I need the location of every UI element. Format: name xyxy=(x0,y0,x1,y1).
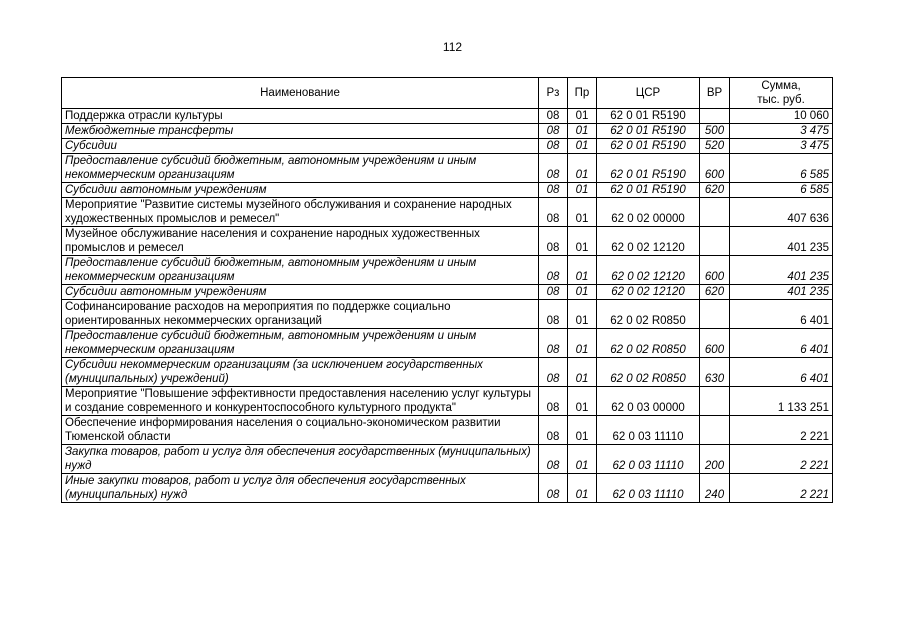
cell-name: Музейное обслуживание населения и сохранение народных художественных промыслов и ремесел xyxy=(62,227,539,256)
cell-name: Обеспечение информирования населения о социально-экономическом развитии Тюменской области xyxy=(62,416,539,445)
cell-sum: 6 401 xyxy=(730,300,833,329)
cell-csr: 62 0 02 R0850 xyxy=(597,329,700,358)
cell-rz: 08 xyxy=(539,387,568,416)
cell-pr: 01 xyxy=(568,285,597,300)
cell-rz: 08 xyxy=(539,227,568,256)
header-csr: ЦСР xyxy=(597,78,700,109)
cell-name: Субсидии автономным учреждениям xyxy=(62,285,539,300)
cell-csr: 62 0 02 R0850 xyxy=(597,358,700,387)
cell-csr: 62 0 02 12120 xyxy=(597,256,700,285)
cell-name: Субсидии некоммерческим организациям (за исключением государственных (муниципальных) учреждений) xyxy=(62,358,539,387)
cell-vr xyxy=(700,300,730,329)
cell-csr: 62 0 03 11110 xyxy=(597,474,700,503)
cell-name: Мероприятие "Повышение эффективности предоставления населению услуг культуры и создание современного и конкурентоспособного культурного продукта" xyxy=(62,387,539,416)
cell-pr: 01 xyxy=(568,445,597,474)
cell-vr: 620 xyxy=(700,183,730,198)
cell-rz: 08 xyxy=(539,445,568,474)
table-row xyxy=(62,474,833,503)
cell-pr: 01 xyxy=(568,474,597,503)
header-pr: Пр xyxy=(568,78,597,109)
cell-name: Софинансирование расходов на мероприятия по поддержке социально ориентированных некоммерческих организаций xyxy=(62,300,539,329)
cell-rz: 08 xyxy=(539,285,568,300)
cell-csr: 62 0 02 00000 xyxy=(597,198,700,227)
cell-vr xyxy=(700,198,730,227)
cell-sum: 401 235 xyxy=(730,256,833,285)
header-sum xyxy=(730,78,833,109)
cell-pr: 01 xyxy=(568,416,597,445)
table-row xyxy=(62,227,833,256)
cell-pr: 01 xyxy=(568,227,597,256)
cell-sum: 6 585 xyxy=(730,154,833,183)
header-rz: Рз xyxy=(539,78,568,109)
cell-sum: 6 585 xyxy=(730,183,833,198)
cell-sum: 3 475 xyxy=(730,139,833,154)
table-row xyxy=(62,198,833,227)
cell-csr: 62 0 02 R0850 xyxy=(597,300,700,329)
cell-name: Субсидии автономным учреждениям xyxy=(62,183,539,198)
cell-name: Межбюджетные трансферты xyxy=(62,124,539,139)
cell-sum: 6 401 xyxy=(730,358,833,387)
cell-sum: 10 060 xyxy=(730,109,833,124)
cell-rz: 08 xyxy=(539,139,568,154)
cell-pr: 01 xyxy=(568,329,597,358)
cell-pr: 01 xyxy=(568,300,597,329)
cell-csr: 62 0 03 11110 xyxy=(597,416,700,445)
table-row xyxy=(62,285,833,300)
cell-vr: 620 xyxy=(700,285,730,300)
cell-rz: 08 xyxy=(539,198,568,227)
cell-pr: 01 xyxy=(568,387,597,416)
header-sum-line2: тыс. руб. xyxy=(757,94,805,106)
cell-csr: 62 0 01 R5190 xyxy=(597,124,700,139)
table-row xyxy=(62,256,833,285)
cell-rz: 08 xyxy=(539,124,568,139)
header-sum-line1: Сумма, xyxy=(761,80,801,92)
header-vr: ВР xyxy=(700,78,730,109)
table-row xyxy=(62,329,833,358)
cell-csr: 62 0 02 12120 xyxy=(597,227,700,256)
cell-vr: 240 xyxy=(700,474,730,503)
cell-sum: 2 221 xyxy=(730,474,833,503)
cell-vr xyxy=(700,227,730,256)
cell-rz: 08 xyxy=(539,109,568,124)
cell-sum: 401 235 xyxy=(730,227,833,256)
cell-vr: 520 xyxy=(700,139,730,154)
cell-pr: 01 xyxy=(568,183,597,198)
cell-pr: 01 xyxy=(568,139,597,154)
header-name: Наименование xyxy=(62,78,539,109)
cell-pr: 01 xyxy=(568,154,597,183)
cell-sum: 2 221 xyxy=(730,445,833,474)
cell-rz: 08 xyxy=(539,416,568,445)
cell-vr: 600 xyxy=(700,256,730,285)
cell-sum: 1 133 251 xyxy=(730,387,833,416)
table-row xyxy=(62,300,833,329)
cell-vr xyxy=(700,416,730,445)
page-number: 112 xyxy=(442,40,463,54)
cell-pr: 01 xyxy=(568,198,597,227)
cell-rz: 08 xyxy=(539,329,568,358)
cell-name: Иные закупки товаров, работ и услуг для обеспечения государственных (муниципальных) нужд xyxy=(62,474,539,503)
cell-pr: 01 xyxy=(568,256,597,285)
cell-sum: 407 636 xyxy=(730,198,833,227)
cell-sum: 401 235 xyxy=(730,285,833,300)
cell-csr: 62 0 03 00000 xyxy=(597,387,700,416)
cell-pr: 01 xyxy=(568,109,597,124)
cell-vr: 600 xyxy=(700,329,730,358)
cell-csr: 62 0 01 R5190 xyxy=(597,139,700,154)
cell-name: Поддержка отрасли культуры xyxy=(62,109,539,124)
cell-csr: 62 0 03 11110 xyxy=(597,445,700,474)
cell-name: Предоставление субсидий бюджетным, автономным учреждениям и иным некоммерческим организациям xyxy=(62,329,539,358)
budget-table xyxy=(61,77,833,503)
cell-name: Предоставление субсидий бюджетным, автономным учреждениям и иным некоммерческим организациям xyxy=(62,154,539,183)
table-row xyxy=(62,109,833,124)
table-row xyxy=(62,416,833,445)
cell-csr: 62 0 01 R5190 xyxy=(597,109,700,124)
cell-pr: 01 xyxy=(568,358,597,387)
cell-name: Мероприятие "Развитие системы музейного обслуживания и сохранение народных художественных промыслов и ремесел" xyxy=(62,198,539,227)
cell-pr: 01 xyxy=(568,124,597,139)
table-body xyxy=(62,109,833,503)
cell-rz: 08 xyxy=(539,183,568,198)
cell-name: Субсидии xyxy=(62,139,539,154)
cell-vr: 200 xyxy=(700,445,730,474)
table-row xyxy=(62,358,833,387)
table-row xyxy=(62,154,833,183)
cell-csr: 62 0 01 R5190 xyxy=(597,183,700,198)
cell-sum: 6 401 xyxy=(730,329,833,358)
table-row xyxy=(62,139,833,154)
cell-vr: 600 xyxy=(700,154,730,183)
table-row xyxy=(62,445,833,474)
cell-rz: 08 xyxy=(539,358,568,387)
cell-rz: 08 xyxy=(539,474,568,503)
cell-vr xyxy=(700,109,730,124)
cell-rz: 08 xyxy=(539,154,568,183)
cell-csr: 62 0 02 12120 xyxy=(597,285,700,300)
cell-rz: 08 xyxy=(539,256,568,285)
table-row xyxy=(62,124,833,139)
cell-rz: 08 xyxy=(539,300,568,329)
cell-sum: 2 221 xyxy=(730,416,833,445)
table-row xyxy=(62,387,833,416)
cell-sum: 3 475 xyxy=(730,124,833,139)
table-header-row xyxy=(62,78,833,109)
cell-vr: 630 xyxy=(700,358,730,387)
cell-vr xyxy=(700,387,730,416)
table-row xyxy=(62,183,833,198)
cell-csr: 62 0 01 R5190 xyxy=(597,154,700,183)
cell-name: Предоставление субсидий бюджетным, автономным учреждениям и иным некоммерческим организациям xyxy=(62,256,539,285)
cell-vr: 500 xyxy=(700,124,730,139)
cell-name: Закупка товаров, работ и услуг для обеспечения государственных (муниципальных) нужд xyxy=(62,445,539,474)
